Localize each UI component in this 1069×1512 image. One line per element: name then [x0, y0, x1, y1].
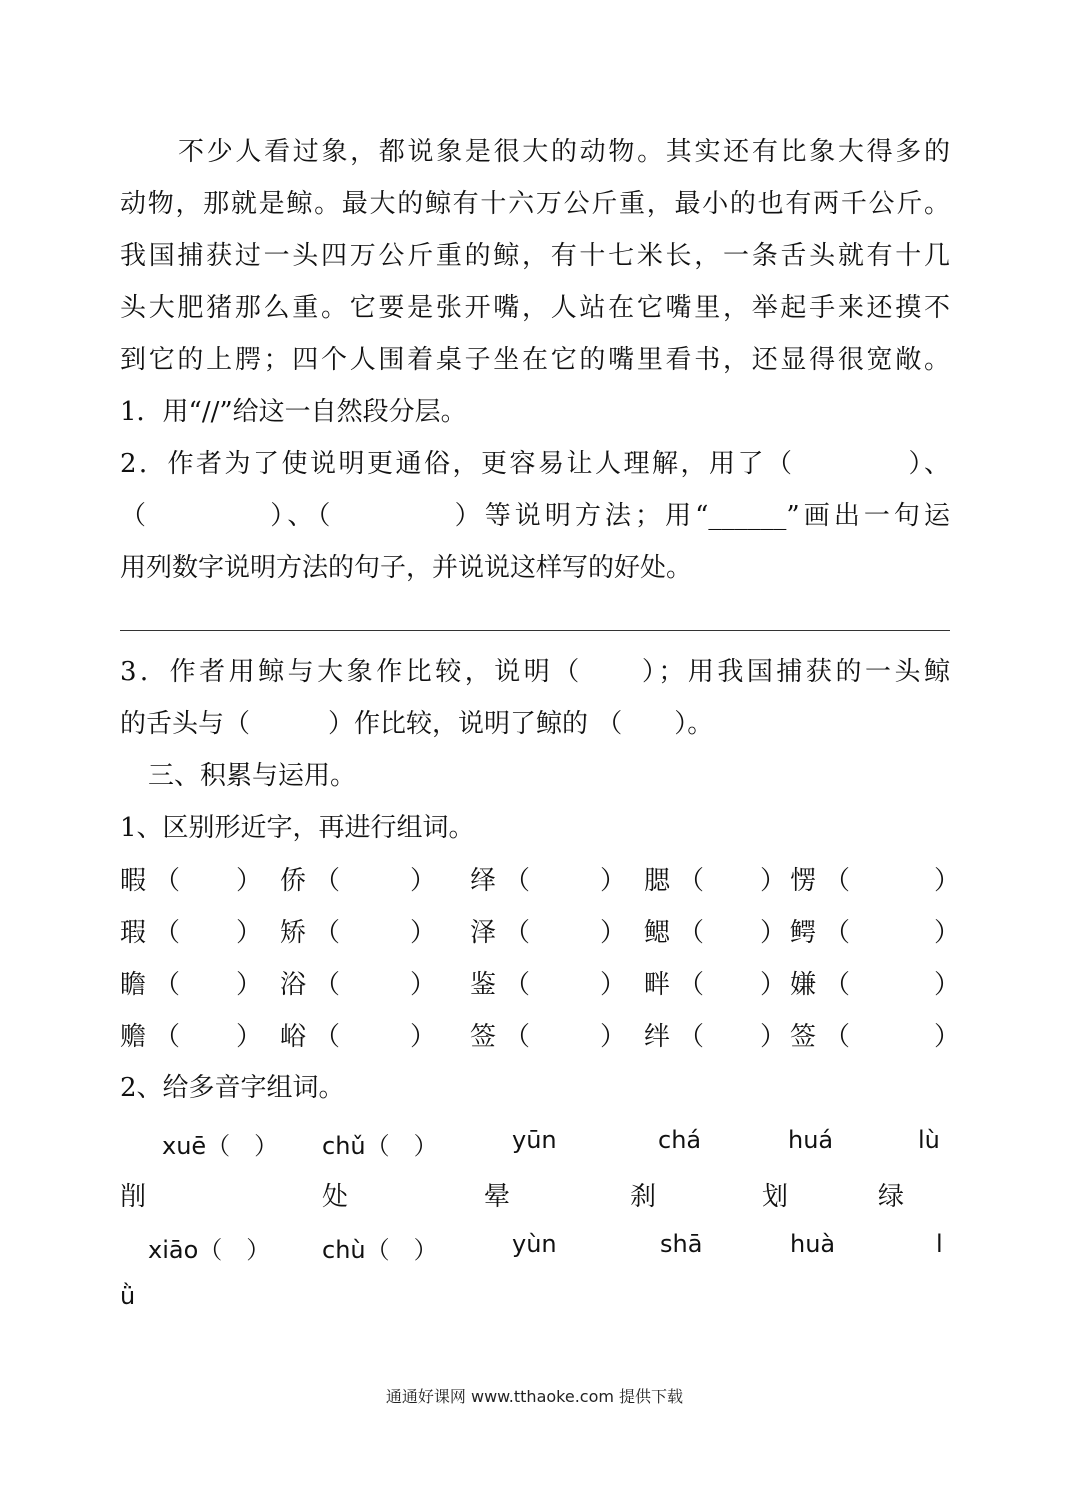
pinyin-label: huà [790, 1230, 836, 1258]
similar-char: 暇 [120, 866, 147, 896]
answer-blank-close[interactable]: ） [236, 1022, 263, 1052]
answer-blank-open[interactable]: （ [154, 970, 181, 1000]
answer-blank-close[interactable]: ） [760, 1022, 787, 1052]
passage-line: 我国捕获过一头四万公斤重的鲸，有十七米长，一条舌头就有十几 [120, 241, 950, 271]
answer-blank-open[interactable]: （ [154, 918, 181, 948]
polyphone-char: 削 [120, 1182, 147, 1212]
similar-char: 峪 [280, 1022, 307, 1052]
answer-blank-open[interactable]: （ [678, 866, 705, 896]
answer-blank-close[interactable]: ） [410, 866, 437, 896]
answer-blank-open[interactable]: （ [504, 866, 531, 896]
answer-blank-close[interactable]: ） [600, 970, 627, 1000]
answer-blank-close[interactable]: ） [760, 970, 787, 1000]
answer-blank-open[interactable]: （ [314, 918, 341, 948]
answer-blank-open[interactable]: （ [154, 866, 181, 896]
answer-blank-open[interactable]: （ [678, 918, 705, 948]
similar-char: 瑕 [120, 918, 147, 948]
char-row [120, 860, 961, 900]
similar-char: 瞻 [120, 970, 147, 1000]
answer-blank-open[interactable]: （ [154, 1022, 181, 1052]
similar-char: 矫 [280, 918, 307, 948]
similar-char: 绊 [644, 1022, 671, 1052]
pinyin-label: yùn [512, 1230, 557, 1258]
char-row [120, 964, 961, 1004]
answer-blank-close[interactable]: ） [600, 1022, 627, 1052]
answer-blank-open[interactable]: （ [678, 1022, 705, 1052]
passage-line: 不少人看过象，都说象是很大的动物。其实还有比象大得多的 [178, 137, 950, 167]
pinyin-label: chá [658, 1126, 702, 1154]
answer-blank-open[interactable]: （ [504, 970, 531, 1000]
question-1: 1．用“//”给这一自然段分层。 [120, 397, 467, 427]
answer-blank-close[interactable]: ） [600, 918, 627, 948]
pinyin-label: chǔ（ ） [322, 1132, 438, 1160]
similar-char: 鳄 [790, 918, 817, 948]
section-heading: 三、积累与运用。 [148, 761, 357, 791]
answer-blank-close[interactable]: ） [934, 1022, 961, 1052]
answer-blank-open[interactable]: （ [504, 1022, 531, 1052]
similar-char: 赡 [120, 1022, 147, 1052]
answer-blank-close[interactable]: ） [760, 918, 787, 948]
item-1-title: 1、区别形近字，再进行组词。 [120, 813, 475, 843]
question-2-line: （ ）、（ ）等说明方法；用“______”画出一句运 [120, 501, 950, 531]
similar-char: 鉴 [470, 970, 497, 1000]
similar-char: 嫌 [790, 970, 817, 1000]
answer-blank-close[interactable]: ） [934, 970, 961, 1000]
answer-blank-close[interactable]: ） [236, 918, 263, 948]
similar-char: 畔 [644, 970, 671, 1000]
similar-char: 签 [470, 1022, 497, 1052]
answer-blank-close[interactable]: ） [934, 866, 961, 896]
answer-blank-open[interactable]: （ [314, 1022, 341, 1052]
passage-line: 到它的上腭；四个人围着桌子坐在它的嘴里看书，还显得很宽敞。 [120, 345, 950, 375]
similar-char: 绎 [470, 866, 497, 896]
footer-note: 通通好课网 www.tthaoke.com 提供下载 [385, 1387, 684, 1406]
answer-blank-close[interactable]: ） [410, 970, 437, 1000]
polyphone-char: 晕 [484, 1182, 511, 1212]
answer-blank-open[interactable]: （ [314, 970, 341, 1000]
similar-char: 鳃 [644, 918, 671, 948]
char-row [120, 1016, 961, 1056]
answer-blank-open[interactable]: （ [504, 918, 531, 948]
answer-blank-open[interactable]: （ [824, 866, 851, 896]
answer-blank-open[interactable]: （ [824, 918, 851, 948]
similar-char: 侨 [280, 866, 307, 896]
answer-blank-close[interactable]: ） [236, 866, 263, 896]
answer-blank-close[interactable]: ） [934, 918, 961, 948]
similar-char: 泽 [470, 918, 497, 948]
answer-blank-open[interactable]: （ [314, 866, 341, 896]
answer-blank-open[interactable]: （ [824, 1022, 851, 1052]
answer-blank-close[interactable]: ） [600, 866, 627, 896]
answer-line[interactable] [120, 630, 950, 631]
answer-blank-close[interactable]: ） [760, 866, 787, 896]
answer-blank-close[interactable]: ） [410, 918, 437, 948]
question-2-line: 用列数字说明方法的句子，并说说这样写的好处。 [120, 553, 693, 583]
pinyin-label: lù [918, 1126, 940, 1154]
passage-line: 动物，那就是鲸。最大的鲸有十六万公斤重，最小的也有两千公斤。 [120, 189, 950, 219]
similar-char: 腮 [644, 866, 671, 896]
answer-blank-open[interactable]: （ [678, 970, 705, 1000]
char-row [120, 912, 961, 952]
question-2-line: 2．作者为了使说明更通俗，更容易让人理解，用了（ ）、 [120, 449, 950, 479]
passage-line: 头大肥猪那么重。它要是张开嘴，人站在它嘴里，举起手来还摸不 [120, 293, 950, 323]
answer-blank-open[interactable]: （ [824, 970, 851, 1000]
pinyin-label: ǜ [120, 1282, 136, 1310]
pinyin-label: chù（ ） [322, 1236, 438, 1264]
polyphone-char: 绿 [878, 1182, 905, 1212]
polyphone-char: 处 [322, 1182, 349, 1212]
question-3-line: 3．作者用鲸与大象作比较，说明（ ）；用我国捕获的一头鲸 [120, 657, 950, 687]
similar-char: 愣 [790, 866, 817, 896]
question-3-line: 的舌头与（ ）作比较，说明了鲸的 （ ）。 [120, 709, 714, 739]
similar-char: 浴 [280, 970, 307, 1000]
polyphone-char: 划 [762, 1182, 789, 1212]
pinyin-label: huá [788, 1126, 834, 1154]
similar-char: 签 [790, 1022, 817, 1052]
answer-blank-close[interactable]: ） [410, 1022, 437, 1052]
pinyin-label: l [936, 1230, 943, 1258]
polyphone-char: 刹 [630, 1182, 657, 1212]
pinyin-label: xiāo（ ） [148, 1236, 271, 1264]
item-2-title: 2、给多音字组词。 [120, 1073, 345, 1103]
pinyin-label: shā [660, 1230, 703, 1258]
pinyin-label: xuē（ ） [162, 1132, 279, 1160]
answer-blank-close[interactable]: ） [236, 970, 263, 1000]
pinyin-label: yūn [512, 1126, 557, 1154]
